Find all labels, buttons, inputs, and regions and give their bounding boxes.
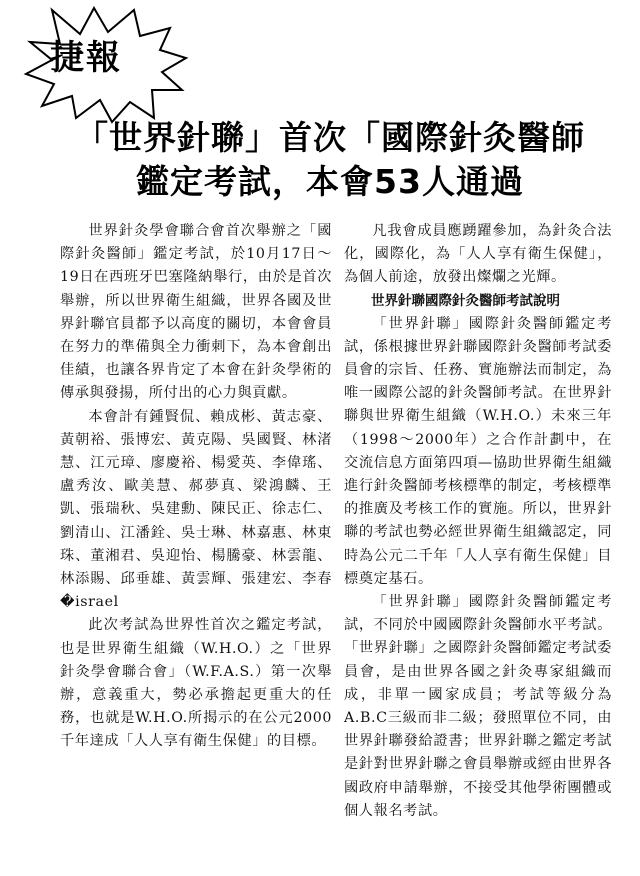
paragraph: 本會計有鍾賢侃、賴成彬、黃志豪、黃朝裕、張博宏、黃克陽、吳國賢、林渚慧、江元璋、廖慶裕、楊愛英、李偉瑤、盧秀汝、歐美慧、郝夢真、梁鴻麟、王凱、張瑞秋、吳建勳、陳民正、徐志仁、劉清山、江潘銓、吳士琳、林嘉惠、林東珠、董湘君、吳迎怡、楊騰豪、林雲龍、林添賜、邱垂雄、黃雲輝、張建宏、李春�israel [60, 408, 332, 611]
badge-label: 捷報 [50, 38, 122, 78]
section-subheading: 世界針聯國際針灸醫師考試說明 [371, 292, 560, 309]
headline-line-1: 「世界針聯」首次「國際針灸醫師 [75, 118, 585, 157]
headline-line-2: 鑑定考試，本會53人通過 [136, 162, 524, 201]
right-column [344, 220, 612, 823]
paragraph: 世界針灸學會聯合會首次舉辦之「國際針灸醫師」鑑定考試，於10月17日～19日在西班牙巴塞隆納舉行，由於是首次舉辦，所以世界衛生組織，世界各國及世界針聯官員都予以高度的關切，本會會員在努力的準備與全力衝刺下，為本會創出佳績，也讓各界肯定了本會在針灸學術的傳承與發揚，所付出的心力與貢獻。 [60, 223, 332, 402]
left-column [60, 220, 332, 754]
paragraph: 「世界針聯」國際針灸醫師鑑定考試，不同於中國國際針灸醫師水平考試。「世界針聯」之國際針灸醫師鑑定考試委員會，是由世界各國之針灸專家組織而成，非單一國家成員；考試等級分為A.B.C三級而非二級；發照單位不同，由世界針聯發給證書；世界針聯之鑑定考試是針對世界針聯之會員舉辦或經由世界各國政府申請舉辦，不接受其他學術團體或個人報名考試。 [344, 594, 612, 819]
paragraph: 此次考試為世界性首次之鑑定考試，也是世界衛生組織（W.H.O.）之「世界針灸學會聯合會」（W.F.A.S.）第一次舉辦，意義重大，勢必承擔起更重大的任務，也就是W.H.O.所揭示的在公元2000千年達成「人人享有衛生保健」的目標。 [60, 617, 332, 750]
paragraph: 凡我會成員應踴躍參加，為針灸合法化，國際化，為「人人享有衛生保健」，為個人前途，放發出燦爛之光輝。 [344, 223, 612, 286]
headline [40, 116, 620, 204]
paragraph: 「世界針聯」國際針灸醫師鑑定考試，係根據世界針聯國際針灸醫師考試委員會的宗旨、任務、實施辦法而制定，為唯一國際公認的針灸醫師考試。在世界針聯與世界衛生組織（W.H.O.）未來三年（1998～2000年）之合作計劃中，在交流信息方面第四項—協助世界衛生組織進行針灸醫師考核標準的制定，考核標準的推廣及考核工作的實施。所以，世界針聯的考試也勢必經世界衛生組織認定，同時為公元二千年「人人享有衛生保健」目標奠定基石。 [344, 315, 612, 587]
